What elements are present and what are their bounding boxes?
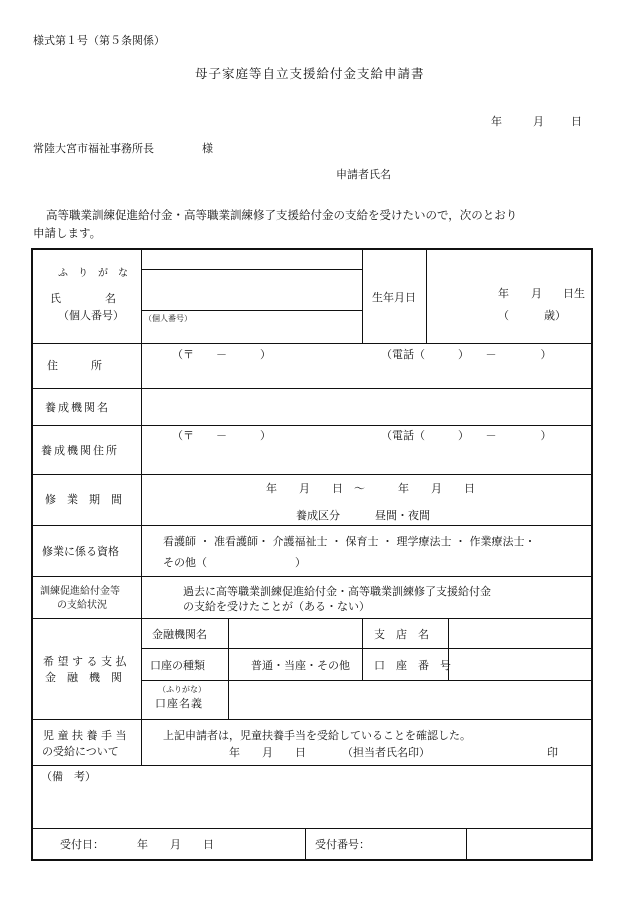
- allowance-date: 年 月 日: [229, 746, 306, 759]
- id-number-sublabel: （個人番号）: [144, 314, 192, 323]
- institution-postal: （〒 － ）: [172, 429, 271, 442]
- account-type-options: 普通・当座・その他: [251, 659, 350, 672]
- form-number: 様式第１号（第５条関係）: [33, 34, 165, 47]
- bank-branch-label: 支 店 名: [374, 628, 429, 641]
- course-type-label: 養成区分: [296, 509, 340, 522]
- institution-name-label: 養成機関名: [45, 401, 110, 414]
- account-holder-furigana: （ふりがな）: [158, 685, 206, 694]
- received-date-label: 受付日：: [60, 838, 104, 851]
- id-number-label: （個人番号）: [58, 309, 124, 322]
- remarks-label: （備 考）: [41, 770, 96, 783]
- bank-label-line1: 希 望 す る 支 払: [43, 655, 127, 668]
- intro-text-line2: 申請します。: [33, 226, 102, 240]
- qualification-label: 修業に係る資格: [42, 545, 119, 558]
- addressee: 常陸大宮市福祉事務所長: [33, 142, 154, 155]
- address-postal: （〒 － ）: [172, 348, 271, 361]
- page-title: 母子家庭等自立支援給付金支給申請書: [195, 66, 425, 81]
- history-label-line2: の支給状況: [57, 600, 107, 611]
- study-period-dates: 年 月 日 〜 年 月 日: [266, 482, 475, 495]
- bank-label-line2: 金 融 機 関: [45, 671, 122, 684]
- course-type-options: 昼間・夜間: [375, 509, 430, 522]
- history-text-line2: の支給を受けたことが（ある・ない）: [183, 600, 370, 613]
- account-holder-label: 口座名義: [155, 697, 203, 710]
- account-type-label: 口座の種類: [150, 659, 205, 672]
- officer-label: （担当者氏名印）: [342, 746, 430, 759]
- birth-month-label: 月: [531, 287, 542, 300]
- seal-mark: 印: [547, 746, 558, 759]
- age-open-paren: （: [498, 309, 509, 322]
- address-label: 住 所: [47, 359, 102, 372]
- birth-day-label: 日生: [563, 287, 585, 300]
- history-text-line1: 過去に高等職業訓練促進給付金・高等職業訓練修了支援給付金: [183, 585, 491, 598]
- furigana-label: ふ り が な: [58, 268, 128, 279]
- address-phone: （電話（ ） － ）: [381, 348, 552, 361]
- allowance-label-line2: の受給について: [42, 745, 119, 758]
- study-period-label: 修 業 期 間: [45, 493, 122, 506]
- age-suffix: 歳）: [544, 309, 566, 322]
- birthdate-label: 生年月日: [372, 291, 416, 304]
- institution-address-label: 養成機関住所: [41, 444, 119, 457]
- history-label-line1: 訓練促進給付金等: [40, 586, 120, 597]
- allowance-label-line1: 児 童 扶 養 手 当: [43, 729, 127, 742]
- applicant-name-label: 申請者氏名: [336, 168, 391, 181]
- date-month-label: 月: [533, 115, 544, 128]
- bank-institution-label: 金融機関名: [152, 628, 207, 641]
- received-date: 年 月 日: [137, 838, 214, 851]
- received-number-label: 受付番号：: [315, 838, 370, 851]
- intro-text-line1: 高等職業訓練促進給付金・高等職業訓練修了支援給付金の支給を受けたいので，次のとおり: [46, 208, 518, 222]
- date-day-label: 日: [571, 115, 582, 128]
- institution-phone: （電話（ ） － ）: [381, 429, 552, 442]
- name-label: 氏 名: [50, 292, 116, 305]
- addressee-honorific: 様: [202, 142, 213, 155]
- account-number-label: 口 座 番 号: [374, 659, 451, 672]
- allowance-confirmation-text: 上記申請者は，児童扶養手当を受給していることを確認した。: [163, 729, 471, 742]
- qualification-options-line2: その他（ ）: [163, 556, 306, 569]
- date-year-label: 年: [491, 115, 502, 128]
- qualification-options-line1: 看護師 ・ 准看護師・ 介護福祉士 ・ 保育士 ・ 理学療法士 ・ 作業療法士・: [163, 535, 536, 548]
- birth-year-label: 年: [498, 287, 509, 300]
